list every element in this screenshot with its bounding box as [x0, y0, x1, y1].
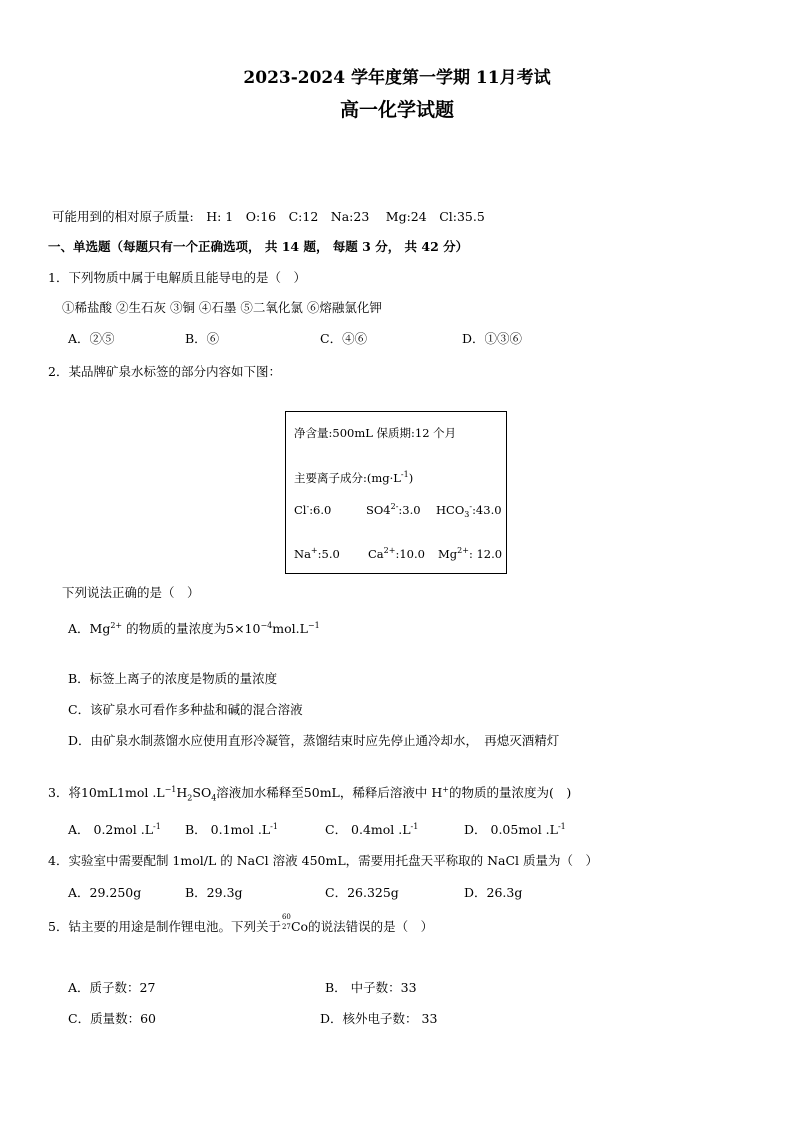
question-1-stem: 1．下列物质中属于电解质且能导电的是（ ） — [48, 270, 306, 285]
q2-option-a: A．$Mg^{2+}$ 的物质的量浓度为$5\times 10^{-4}mol.L^{-1}$ — [68, 620, 320, 636]
q2-option-c: C．该矿泉水可看作多种盐和碱的混合溶液 — [68, 702, 303, 717]
atomic-masses: 可能用到的相对原子质量: H: 1 O:16 C:12 Na:23 Mg:24 Cl:35.5 — [52, 209, 485, 224]
q3-option-c: C． 0.4mol $.L^{-1}$ — [325, 821, 419, 837]
q5-option-d: D．核外电子数： 33 — [320, 1011, 438, 1026]
q2-option-d: D．由矿泉水制蒸馏水应使用直形冷凝管，蒸馏结束时应先停止通冷却水， 再熄灭酒精灯 — [68, 733, 560, 748]
q3-option-a: A． 0.2mol $.L^{-1}$ — [68, 821, 161, 837]
q4-option-d: D．26.3g — [464, 885, 523, 900]
question-3-stem: 3．将10mL1mol $.L^{-1}H_2SO_4$溶液加水稀释至50mL，稀释后溶液中 H+的物质的量浓度为( ) — [48, 784, 572, 803]
mineral-water-label — [285, 411, 507, 574]
page-subtitle: 高一化学试题 — [339, 99, 454, 121]
q1-option-d: D．①③⑥ — [462, 331, 523, 346]
q1-option-a: A．②⑤ — [68, 331, 115, 346]
label-sulfate: $SO4^{2-}:3.0$ — [366, 502, 421, 517]
label-bicarbonate: $HCO_3^-:43.0$ — [436, 502, 502, 520]
label-magnesium: $Mg^{2+}$: 12.0 — [438, 546, 503, 561]
cobalt-nuclide-notation: 60 27 — [281, 913, 291, 931]
question-2-stem: 2．某品牌矿泉水标签的部分内容如下图： — [48, 364, 281, 379]
q4-option-a: A．29.250g — [68, 885, 142, 900]
q1-option-c: C．④⑥ — [320, 331, 368, 346]
q4-option-c: C．26.325g — [325, 885, 399, 900]
label-sodium: Na+:5.0 — [294, 546, 340, 561]
section-heading: 一、单选题（每题只有一个正确选项， 共 14 题， 每题 3 分， 共 42 分） — [48, 239, 469, 254]
label-line-2: 主要离子成分$:(mg\cdot L^{-1})$ — [294, 470, 414, 485]
page-title: 2023-2024 学年度第一学期 11月考试 — [243, 68, 551, 88]
q3-option-b: B． 0.1mol $.L^{-1}$ — [185, 821, 278, 837]
question-4-stem: 4．实验室中需要配制 1mol/L 的 NaCl 溶液 450mL，需要用托盘天平称取的 NaCl 质量为（ ） — [48, 853, 599, 868]
q5-option-b: B． 中子数：33 — [325, 980, 417, 995]
q4-option-b: B．29.3g — [185, 885, 243, 900]
question-1-items: ①稀盐酸 ②生石灰 ③铜 ④石墨 ⑤二氧化氯 ⑥熔融氯化钾 — [62, 300, 382, 315]
question-2-prompt: 下列说法正确的是（ ） — [62, 585, 200, 600]
q3-option-d: D． 0.05mol $.L^{-1}$ — [464, 821, 566, 837]
question-5-stem: 5．钴主要的用途是制作锂电池。下列关于 60 27 Co的说法错误的是（ ） — [48, 913, 434, 934]
label-line-1: 净含量:500mL 保质期:12 个月 — [294, 426, 457, 440]
label-calcium: $Ca^{2+}:10.0$ — [368, 546, 425, 561]
q5-option-c: C．质量数：60 — [68, 1011, 156, 1026]
q2-option-b: B．标签上离子的浓度是物质的量浓度 — [68, 671, 278, 686]
q1-option-b: B．⑥ — [185, 331, 220, 346]
label-chloride: Cl-:6.0 — [294, 502, 332, 517]
q5-option-a: A．质子数：27 — [68, 980, 156, 995]
